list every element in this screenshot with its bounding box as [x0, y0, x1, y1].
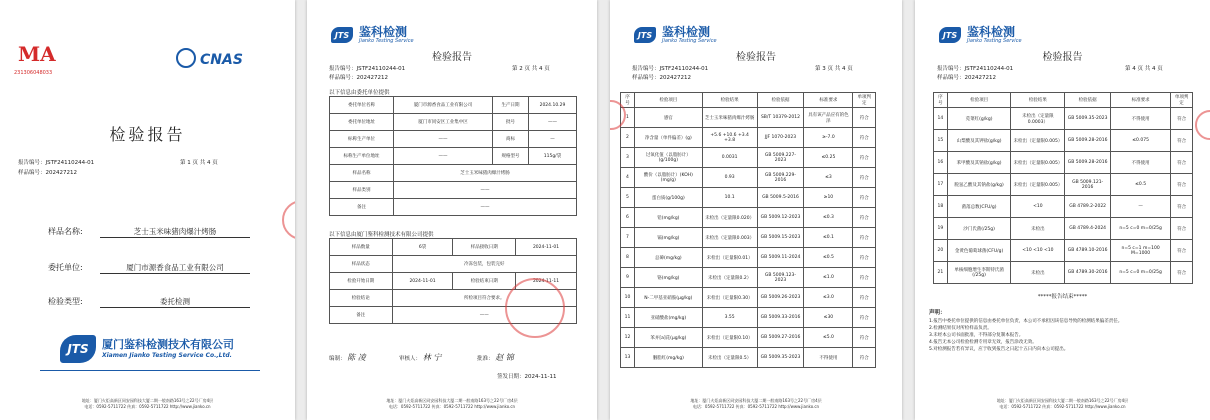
row-value: ——	[393, 148, 492, 165]
table-cell: 未检出（定量限0.2）	[702, 268, 757, 288]
table-cell: 脱氢乙酸及其钠盐(g/kg)	[947, 174, 1011, 196]
table-cell: GB 5009.15-2023	[757, 228, 804, 248]
table-cell: ≤30	[804, 308, 853, 328]
company-name-cn: 厦门鉴科检测技术有限公司	[102, 338, 234, 351]
table-cell: 未检出（定量限0.10）	[702, 328, 757, 348]
table-cell: SB/T 10379-2012	[757, 108, 804, 128]
table-cell: 符合	[853, 168, 876, 188]
row-value: 厦门市同安区工业集中区	[393, 114, 492, 131]
column-header: 检验依据	[1065, 93, 1111, 108]
seal-stamp-icon	[282, 200, 295, 240]
table-cell: 20	[934, 240, 948, 262]
table-cell: 铅(mg/kg)	[634, 208, 702, 228]
row-value: ——	[392, 307, 576, 324]
table-cell: GB 5009.33-2016	[757, 308, 804, 328]
table-cell: n=5 c=1 m=100 M=1000	[1111, 240, 1171, 262]
footer: 地址：厦门火炬高新区同安园科技大厦二期一般南路163号之22号厂房4层 电话：0592-5711722 传真：0592-5711722 http://www.jianko.cn	[996, 398, 1129, 409]
table-cell: 苯甲酸及其钠盐(g/kg)	[947, 152, 1011, 174]
page-info: 第 3 页 共 4 页	[815, 66, 853, 72]
table-cell: 14	[934, 108, 948, 130]
company-name-en: Xiamen Jianko Testing Service Co.,Ltd.	[102, 352, 232, 359]
table-row	[621, 208, 876, 228]
table-cell: 符合	[853, 308, 876, 328]
jts-logo-icon: JTS	[939, 27, 961, 43]
table-cell: 铬(mg/kg)	[634, 268, 702, 288]
table-row	[621, 288, 876, 308]
row-label: 样品数量	[330, 239, 393, 256]
table-cell: 16	[934, 152, 948, 174]
table-cell: GB 5009.35-2023	[757, 348, 804, 368]
table-cell: 过氧化值（以脂肪计）(g/100g)	[634, 148, 702, 168]
table-cell: 具有该产品应有的色泽	[804, 108, 853, 128]
column-header: 单项判定	[1171, 93, 1193, 108]
table-cell: 21	[934, 262, 948, 284]
results-table	[933, 92, 1193, 284]
table-cell: 未检出（定量限0.005）	[1011, 130, 1065, 152]
table-row	[330, 239, 577, 256]
table-row	[330, 165, 577, 182]
header-logo: JTS 鉴科检测 Jianko Testing Service	[331, 26, 414, 44]
table-cell: 镉(mg/kg)	[634, 228, 702, 248]
row-label: 备注	[330, 199, 394, 216]
table-cell: 芝士玉米味猪肉爆汁烤肠	[702, 108, 757, 128]
row-label: 规格型号	[493, 148, 529, 165]
page-info: 第 2 页 共 4 页	[512, 66, 550, 72]
row-value: ——	[393, 182, 576, 199]
table-row	[330, 182, 577, 199]
report-number: 报告编号：JSTF24110244-01	[632, 66, 709, 72]
footer: 地址：厦门火炬高新区同安园科技大厦二期一般南路163号之22号厂房4层 电话：0592-5711722 传真：0592-5711722 http://www.jianko.cn	[81, 398, 214, 409]
report-number: 报告编号：JSTF24110244-01	[937, 66, 1014, 72]
table-cell: 符合	[1171, 108, 1193, 130]
cma-number: 231306048033	[14, 70, 53, 76]
table-cell: 符合	[1171, 240, 1193, 262]
row-label: 标称生产单位	[330, 131, 394, 148]
row-label: 样品状态	[330, 256, 393, 273]
report-page-2	[307, 0, 597, 420]
table-cell: n=5 c=0 m=0/25g	[1111, 218, 1171, 240]
table-cell: 3	[621, 148, 635, 168]
table-cell: 12	[621, 328, 635, 348]
table-cell: GB 4789.4-2024	[1065, 218, 1111, 240]
table-row	[330, 256, 577, 273]
table-row	[621, 108, 876, 128]
table-row	[621, 348, 876, 368]
field-label-client: 委托单位:	[48, 263, 83, 272]
row-label: 样品接收日期	[453, 239, 516, 256]
table-cell: 苋菜红(g/kg)	[947, 108, 1011, 130]
table-cell: 符合	[853, 128, 876, 148]
table-cell: 5	[621, 188, 635, 208]
table-cell: 17	[934, 174, 948, 196]
cnas-logo-icon	[176, 48, 196, 68]
table-header-row	[621, 93, 876, 108]
notice-list	[929, 318, 1197, 353]
report-end: *****报告结束*****	[1037, 294, 1088, 300]
results-table	[620, 92, 876, 368]
column-header: 单项判定	[853, 93, 876, 108]
column-header: 检验结果	[702, 93, 757, 108]
table-cell: 符合	[853, 268, 876, 288]
column-header: 标准要求	[1111, 93, 1171, 108]
table-cell: ≤0.5	[804, 248, 853, 268]
row-label: 标称生产单位地址	[330, 148, 394, 165]
table-cell: GB 5009.121-2016	[1065, 174, 1111, 196]
cnas-logo: CNAS	[200, 52, 243, 68]
sample-number: 样品编号：202427212	[632, 75, 691, 81]
table-cell: 符合	[853, 288, 876, 308]
table-cell: GB 5009.123-2023	[757, 268, 804, 288]
table-cell: GB 5009.227-2023	[757, 148, 804, 168]
table-row	[934, 130, 1193, 152]
table-row	[934, 196, 1193, 218]
table-cell: 符合	[1171, 130, 1193, 152]
table-cell: 未检出（定量限0.005）	[1011, 152, 1065, 174]
report-title: 检验报告	[432, 52, 472, 63]
table-cell: GB 4789.30-2016	[1065, 262, 1111, 284]
field-label-type: 检验类型:	[48, 297, 83, 306]
table-cell: ≤0.5	[1111, 174, 1171, 196]
row-value: 所检项目符合要求。	[392, 290, 576, 307]
row-value: 2024-11-01	[516, 239, 577, 256]
table-row	[934, 240, 1193, 262]
sample-number: 样品编号：202427212	[329, 75, 388, 81]
column-header: 序号	[934, 93, 948, 108]
jts-logo-icon: JTS	[60, 335, 96, 363]
field-value-client: 厦门市源香食品工业有限公司	[100, 262, 250, 274]
table-cell: <10 <10 <10	[1011, 240, 1065, 262]
table-cell: 符合	[1171, 152, 1193, 174]
seal-stamp-icon	[505, 278, 565, 338]
jts-logo-icon: JTS	[331, 27, 353, 43]
table-cell: 符合	[853, 188, 876, 208]
table-cell: ≤5.0	[804, 328, 853, 348]
table-cell: 不得使用	[804, 348, 853, 368]
table-row	[934, 218, 1193, 240]
report-cover-page	[0, 0, 295, 420]
table-cell: 菌落总数(CFU/g)	[947, 196, 1011, 218]
footer: 地址：厦门火炬高新区同安园科技大厦二期一般南路163号之22号厂房4层 电话：0592-5711722 传真：0592-5711722 http://www.jianko.cn	[386, 398, 518, 409]
table-cell: ≤0.075	[1111, 130, 1171, 152]
field-value-type: 委托检测	[100, 296, 250, 308]
table-cell: 符合	[853, 348, 876, 368]
table-row	[934, 174, 1193, 196]
table-cell: 1	[621, 108, 635, 128]
column-header: 标准要求	[804, 93, 853, 108]
table-cell: 18	[934, 196, 948, 218]
table-cell: GB 5009.12-2023	[757, 208, 804, 228]
table-cell: 13	[621, 348, 635, 368]
table-cell: 7	[621, 228, 635, 248]
notice-title: 声明：	[929, 310, 946, 316]
table-header-row	[934, 93, 1193, 108]
row-label: 样品名称	[330, 165, 394, 182]
table-cell: 4	[621, 168, 635, 188]
row-value: 厦门市源香食品工业有限公司	[393, 97, 492, 114]
row-label: 批号	[493, 114, 529, 131]
field-value-sample: 芝士玉米味猪肉爆汁烤肠	[100, 226, 250, 238]
table-cell: 2	[621, 128, 635, 148]
table-cell: 苯并[a]芘(μg/kg)	[634, 328, 702, 348]
table-cell: 未检出（定量限0.30）	[702, 288, 757, 308]
table-cell: 未检出（定量限0.01）	[702, 248, 757, 268]
notice-line: 4.报告无本公司检验检测专用章无效，报告涂改无效。	[929, 340, 1037, 345]
row-label: 委托单位地址	[330, 114, 394, 131]
table-row	[330, 199, 577, 216]
table-cell: 未检出（定量限0.003）	[702, 228, 757, 248]
table-cell: 符合	[1171, 218, 1193, 240]
column-header: 检验结果	[1011, 93, 1065, 108]
table-cell: ≥10	[804, 188, 853, 208]
divider	[40, 370, 260, 371]
table-cell: 符合	[853, 248, 876, 268]
page-info: 第 4 页 共 4 页	[1125, 66, 1163, 72]
table-cell: +5.6 +10.6 +3.4 +3.8	[702, 128, 757, 148]
table-cell: 0.0031	[702, 148, 757, 168]
table-cell: 符合	[853, 148, 876, 168]
table-cell: 金黄色葡萄球菌(CFU/g)	[947, 240, 1011, 262]
table-cell: GB 5009.28-2016	[1065, 152, 1111, 174]
row-value: 冷冻包装，包装完好	[392, 256, 576, 273]
row-label: 商标	[493, 131, 529, 148]
table-row	[330, 148, 577, 165]
sample-number: 样品编号：202427212	[18, 170, 77, 176]
table-cell: —	[1111, 196, 1171, 218]
row-value: 芝士玉米味猪肉爆汁烤肠	[393, 165, 576, 182]
notice-line: 1.报告中委托单位提供的信息由委托单位负责，本公司不承担因该信息导致的检测结果偏差责任。	[929, 319, 1123, 324]
table-cell: ≤3	[804, 168, 853, 188]
table-row	[330, 114, 577, 131]
table-cell: 符合	[853, 328, 876, 348]
table-cell: GB 5009.27-2016	[757, 328, 804, 348]
table-cell: 酸价（以脂肪计）(KOH)(mg/g)	[634, 168, 702, 188]
seal-stamp-icon	[1195, 110, 1210, 140]
section-title-client: 以下信息由委托单位提供	[329, 90, 390, 96]
table-cell: JJF 1070-2023	[757, 128, 804, 148]
column-header: 检验项目	[947, 93, 1011, 108]
row-value: ——	[393, 131, 492, 148]
table-cell: ≤0.25	[804, 148, 853, 168]
sign-editor: 编制： 陈 凌	[329, 353, 366, 362]
table-cell: 山梨酸及其钾盐(g/kg)	[947, 130, 1011, 152]
row-label: 检验结论	[330, 290, 393, 307]
table-cell: 11	[621, 308, 635, 328]
table-cell: 蛋白质(g/100g)	[634, 188, 702, 208]
table-cell: 未检出	[1011, 262, 1065, 284]
report-number: 报告编号：JSTF24110244-01	[329, 66, 406, 72]
report-title: 检验报告	[736, 52, 776, 63]
table-row	[621, 328, 876, 348]
row-value: 2024-11-01	[392, 273, 453, 290]
table-cell: 未检出（定量限0.0003）	[1011, 108, 1065, 130]
table-cell: GB 5009.5-2016	[757, 188, 804, 208]
table-cell: 胭脂红(mg/kg)	[634, 348, 702, 368]
table-cell: ≤0.1	[804, 228, 853, 248]
table-row	[621, 128, 876, 148]
table-cell: 符合	[853, 228, 876, 248]
table-row	[621, 148, 876, 168]
table-row	[934, 262, 1193, 284]
row-label: 样品类别	[330, 182, 394, 199]
table-row	[934, 108, 1193, 130]
sign-reviewer: 审核人： 林 宁	[399, 353, 442, 362]
report-page-3	[610, 0, 902, 420]
table-cell: ≤0.3	[804, 208, 853, 228]
table-cell: 总砷(mg/kg)	[634, 248, 702, 268]
cma-logo: MA	[18, 42, 56, 66]
header-logo: JTS 鉴科检测 Jianko Testing Service	[939, 26, 1022, 44]
row-value: 2024.10.29	[528, 97, 576, 114]
row-label: 委托单位名称	[330, 97, 394, 114]
row-label: 生产日期	[493, 97, 529, 114]
table-cell: 符合	[1171, 174, 1193, 196]
table-cell: n=5 c=0 m=0/25g	[1111, 262, 1171, 284]
row-value: ——	[393, 199, 576, 216]
row-value: 115g/袋	[528, 148, 576, 165]
row-label: 备注	[330, 307, 393, 324]
table-cell: 15	[934, 130, 948, 152]
table-row	[621, 228, 876, 248]
table-row	[934, 152, 1193, 174]
section-title-lab: 以下信息由厦门鉴科检测技术有限公司提供	[329, 232, 434, 238]
page-info: 第 1 页 共 4 页	[180, 160, 218, 166]
jts-logo-icon: JTS	[634, 27, 656, 43]
table-cell: GB 5009.11-2024	[757, 248, 804, 268]
table-cell: N-二甲基亚硝胺(μg/kg)	[634, 288, 702, 308]
table-cell: 3.55	[702, 308, 757, 328]
table-cell: 符合	[853, 108, 876, 128]
notice-line: 3.未经本公司书面批准，不得部分复制本报告。	[929, 333, 1024, 338]
table-cell: 8	[621, 248, 635, 268]
sample-number: 样品编号：202427212	[937, 75, 996, 81]
table-cell: GB 5009.28-2016	[1065, 130, 1111, 152]
notice-line: 5.对检测报告若有异议，应于收到报告之日起十五日内向本公司提出。	[929, 347, 1069, 352]
table-cell: 未检出（定量限0.005）	[1011, 174, 1065, 196]
notice-line: 2.检测结果仅对所检样品负责。	[929, 326, 992, 331]
table-cell: ≥-7.0	[804, 128, 853, 148]
table-cell: 未检出（定量限0.020）	[702, 208, 757, 228]
field-label-sample: 样品名称:	[48, 227, 83, 236]
table-cell: 感官	[634, 108, 702, 128]
row-label: 检验结束日期	[453, 273, 516, 290]
table-row	[621, 188, 876, 208]
row-value: —	[528, 131, 576, 148]
column-header: 序号	[621, 93, 635, 108]
column-header: 检验项目	[634, 93, 702, 108]
table-cell: 净含量（单件偏差）(g)	[634, 128, 702, 148]
row-value: ——	[528, 114, 576, 131]
table-row	[621, 268, 876, 288]
table-cell: ≤1.0	[804, 268, 853, 288]
report-page-4	[915, 0, 1210, 420]
client-info-table	[329, 96, 577, 216]
row-value: 2024-11-11	[516, 273, 577, 290]
table-cell: <10	[1011, 196, 1065, 218]
table-cell: 未检出（定量限0.5）	[702, 348, 757, 368]
table-cell: 9	[621, 268, 635, 288]
table-cell: GB 5009.229-2016	[757, 168, 804, 188]
table-cell: 未检出	[1011, 218, 1065, 240]
table-cell: 6	[621, 208, 635, 228]
table-row	[330, 97, 577, 114]
table-cell: 沙门氏菌(/25g)	[947, 218, 1011, 240]
table-cell: 19	[934, 218, 948, 240]
table-cell: 不得使用	[1111, 152, 1171, 174]
cover-title: 检验报告	[109, 125, 186, 144]
table-cell: 10	[621, 288, 635, 308]
table-cell: GB 4789.2-2022	[1065, 196, 1111, 218]
table-cell: 不得使用	[1111, 108, 1171, 130]
header-logo: JTS 鉴科检测 Jianko Testing Service	[634, 26, 717, 44]
table-row	[330, 131, 577, 148]
row-value: 6袋	[392, 239, 453, 256]
footer: 地址：厦门火炬高新区同安园科技大厦二期一般南路163号之22号厂房4层 电话：0592-5711722 传真：0592-5711722 http://www.jianko.cn	[690, 398, 822, 409]
table-cell: 单核细胞增生李斯特氏菌(/25g)	[947, 262, 1011, 284]
table-row	[621, 248, 876, 268]
table-row	[621, 168, 876, 188]
table-cell: 亚硝酸盐(mg/kg)	[634, 308, 702, 328]
column-header: 检验依据	[757, 93, 804, 108]
table-cell: GB 4789.10-2016	[1065, 240, 1111, 262]
table-row	[621, 308, 876, 328]
table-cell: 符合	[1171, 262, 1193, 284]
table-cell: 符合	[1171, 196, 1193, 218]
issue-date: 签发日期：2024-11-11	[497, 374, 557, 380]
table-cell: GB 5009.35-2023	[1065, 108, 1111, 130]
report-number: 报告编号：JSTF24110244-01	[18, 160, 95, 166]
table-cell: GB 5009.26-2023	[757, 288, 804, 308]
sign-approver: 批准： 赵 锦	[477, 353, 514, 362]
table-cell: 10.1	[702, 188, 757, 208]
row-label: 检验开始日期	[330, 273, 393, 290]
report-title: 检验报告	[1042, 52, 1083, 63]
table-cell: 0.93	[702, 168, 757, 188]
table-cell: ≤3.0	[804, 288, 853, 308]
table-cell: 符合	[853, 208, 876, 228]
